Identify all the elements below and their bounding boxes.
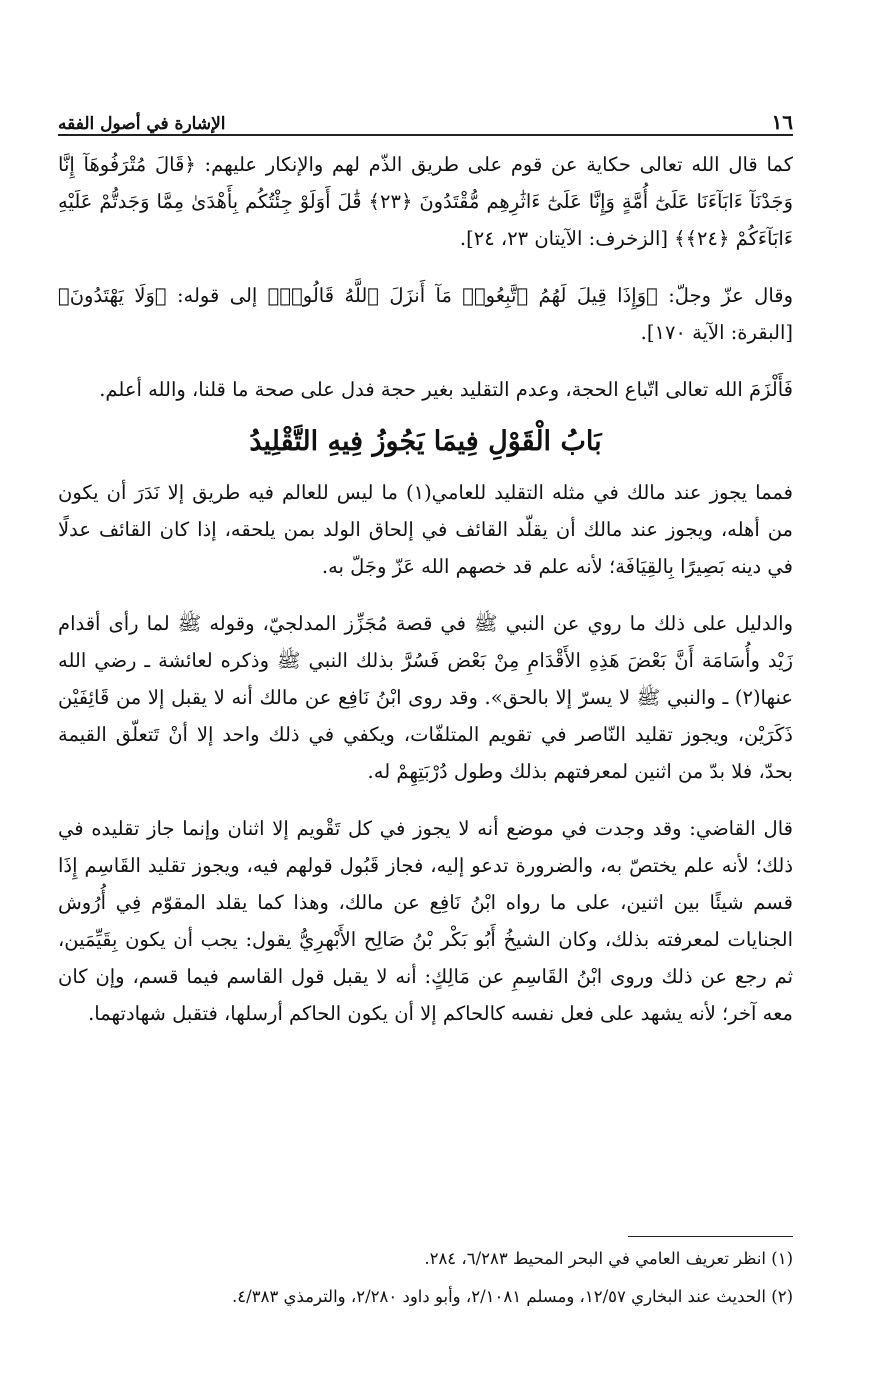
running-title: الإشارة في أصول الفقه xyxy=(58,114,226,134)
footnotes xyxy=(58,1240,793,1316)
section-heading: بَابُ الْقَوْلِ فِيمَا يَجُوزُ فِيهِ التَّقْلِيدُ xyxy=(249,426,602,457)
footnote-1: (١) انظر تعريف العامي في البحر المحيط ٦/٢٨٣، ٢٨٤. xyxy=(424,1249,793,1268)
paragraph-conclusion: فَأَلْزَمَ الله تعالى اتّباع الحجة، وعدم التقليد بغير حجة فدل على صحة ما قلنا، والله أعلم. xyxy=(99,378,793,401)
paragraph-section-1: فمما يجوز عند مالك في مثله التقليد للعامي(١) ما ليس للعالم فيه طريق إلا نَدَرَ أن يكون من أهله، ويجوز عند مالك أن يقلّد القائف في إلحاق الولد بمن يلحقه، إذا كان القائف عدلًا في دينه بَصِيرًا بِالقِيَافَة؛ لأنه علم قد خصهم الله عَزّ وجَلّ به. xyxy=(58,481,793,578)
paragraph-section-3: قال القاضي: وقد وجدت في موضع أنه لا يجوز في كل تَقْويم إلا اثنان وإنما جاز تقليده في ذلك؛ لأنه علم يختصّ به، والضرورة تدعو إليه، فجاز قَبُول قولهم فيه، ويجوز تقليد القَاسِم إِذَا قسم شيئًا بين اثنين، على ما رواه ابْنُ نَافِع عن مالك، وهذا كما يقلد المقوّم فِي أُرُوش الجنايات لمعرفته بذلك، وكان الشيخُ أَبُو بَكْر بْنُ صَالِح الأَبْهرِيُّ يقول: يجب أن يكون بِقَيِّمَين، ثم رجع عن ذلك وروى ابْنُ القَاسِمِ عن مَالِكٍ: أنه لا يقبل قول القاسم فيما قسم، وإن كان معه آخر؛ لأنه يشهد على فعل نفسه كالحاكم إلا أن يكون الحاكم أرسلها، فتقبل شهادتهما. xyxy=(58,817,793,1025)
paragraph-quran-baqarah: وقال عزّ وجلّ: ﴿وَإِذَا قِيلَ لَهُمُ ٱتَّبِعُوا۟ مَآ أَنزَلَ ٱللَّهُ قَالُوا۟﴾ إلى قوله: ﴿وَلَا يَهْتَدُونَ﴾ [البقرة: الآية ١٧٠]. xyxy=(58,284,793,344)
footnote-separator xyxy=(628,1236,793,1237)
footnote-2: (٢) الحديث عند البخاري ١٢/٥٧، ومسلم ٢/١٠٨١، وأبو داود ٢/٢٨٠، والترمذي ٤/٣٨٣. xyxy=(232,1287,793,1306)
paragraph-section-2: والدليل على ذلك ما روي عن النبي ﷺ في قصة مُجَزِّز المدلجيّ، وقوله ﷺ لما رأى أقدام زَيْد وأُسَامَة أَنَّ بَعْضَ هَذِهِ الأَقْدَامِ مِنْ بَعْض فَسُرَّ بذلك النبي ﷺ وذكره لعائشة ـ رضي الله عنها(٢) ـ والنبي ﷺ لا يسرّ إلا بالحق». وقد روى ابْنُ نَافِع عن مالك أنه لا يقبل إلا من قَائِفَيْن ذَكَرَيْن، ويجوز تقليد النّاصر في تقويم المتلفّات، ويكفي في ذلك واحد إلا أنْ تَتعلّق القيمة بحدّ، فلا بدّ من اثنين لمعرفتهم بذلك وطول دُرْبَتِهِمْ له. xyxy=(58,612,793,783)
page-body xyxy=(58,98,793,1032)
page-header xyxy=(58,98,793,136)
paragraph-quran-zukhruf: كما قال الله تعالى حكاية عن قوم على طريق الذّم لهم والإنكار عليهم: ﴿قَالَ مُتْرَفُوهَآ إِنَّا وَجَدْنَآ ءَابَآءَنَا عَلَىٰٓ أُمَّةٍ وَإِنَّا عَلَىٰٓ ءَاثَٰرِهِم مُّقْتَدُونَ ﴿٢٣﴾ قَٰلَ أَوَلَوْ جِئْتُكُم بِأَهْدَىٰ مِمَّا وَجَدتُّمْ عَلَيْهِ ءَابَآءَكُمْ ﴿٢٤﴾﴾ [الزخرف: الآيتان ٢٣، ٢٤]. xyxy=(58,153,793,250)
page-number: ١٦ xyxy=(771,110,793,134)
